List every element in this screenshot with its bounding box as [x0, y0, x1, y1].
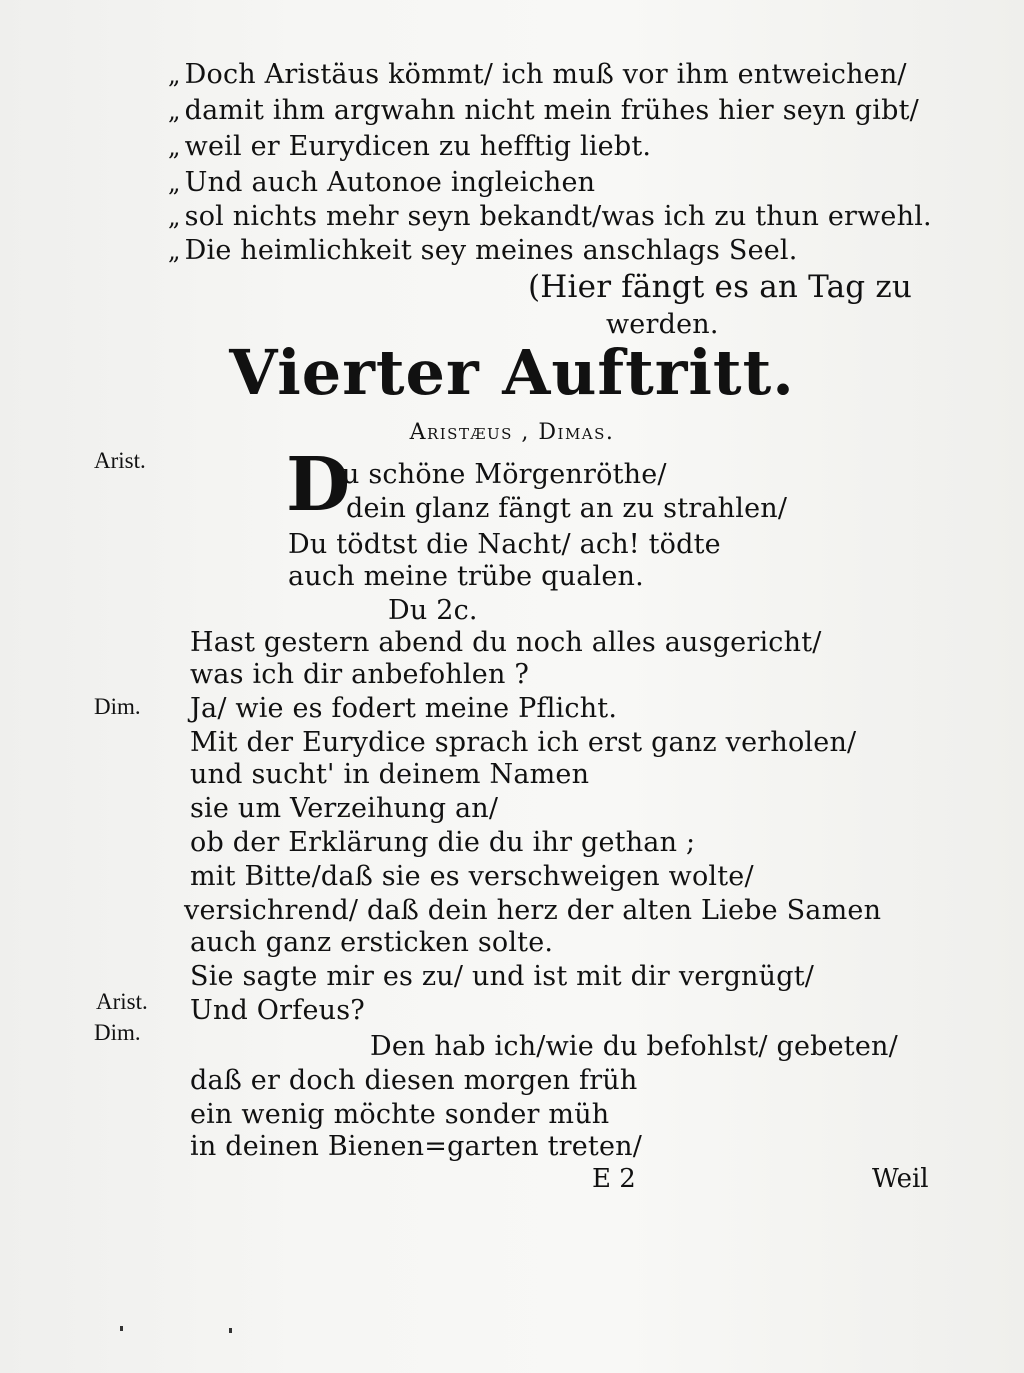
aria-line: Du 2c.: [388, 595, 478, 626]
dialogue-line: in deinen Bienen=garten treten/: [190, 1131, 643, 1162]
signature-mark: E 2: [592, 1164, 636, 1194]
drop-cap: D: [286, 442, 351, 528]
catchword: Weil: [872, 1164, 929, 1194]
speaker-label: Dim.: [94, 694, 141, 719]
speaker-label: Arist.: [96, 989, 148, 1014]
aria-line: u schöne Mörgenröthe/: [342, 459, 667, 490]
dialogue-line: daß er doch diesen morgen früh: [190, 1065, 638, 1096]
dialogue-line: Den hab ich/wie du befohlst/ gebeten/: [370, 1031, 898, 1062]
ink-speck: [120, 1326, 123, 1331]
quoted-line: „ Die heimlichkeit sey meines anschlags Seel.: [168, 235, 798, 266]
dialogue-line: Ja/ wie es fodert meine Pflicht.: [190, 693, 618, 724]
dialogue-line: was ich dir anbefohlen ?: [190, 659, 530, 690]
dialogue-line: versichrend/ daß dein herz der alten Liebe Samen: [184, 895, 882, 926]
dialogue-line: auch ganz ersticken solte.: [190, 927, 554, 958]
scene-heading: Vierter Auftritt.: [229, 336, 795, 409]
quoted-line: „ damit ihm argwahn nicht mein frühes hier seyn gibt/: [168, 95, 919, 126]
stage-direction: (Hier fängt es an Tag zu: [528, 269, 913, 305]
cast-list: Aristæus , Dimas.: [409, 420, 615, 445]
quoted-line: „ sol nichts mehr seyn bekandt/was ich zu thun erwehl.: [168, 201, 932, 232]
dialogue-line: ein wenig möchte sonder müh: [190, 1099, 610, 1130]
quoted-line: „ Und auch Autonoe ingleichen: [168, 167, 596, 198]
dialogue-line: Mit der Eurydice sprach ich erst ganz verholen/: [190, 727, 857, 758]
dialogue-line: und sucht' in deinem Namen: [190, 759, 590, 790]
aria-line: Du tödtst die Nacht/ ach! tödte: [288, 529, 721, 560]
ink-speck: [229, 1328, 232, 1333]
dialogue-line: ob der Erklärung die du ihr gethan ;: [190, 827, 696, 858]
speaker-label: Arist.: [94, 448, 146, 473]
aria-line: dein glanz fängt an zu strahlen/: [346, 493, 788, 524]
dialogue-line: mit Bitte/daß sie es verschweigen wolte/: [190, 861, 754, 892]
quoted-line: „ weil er Eurydicen zu hefftig liebt.: [168, 131, 652, 162]
stage-direction: werden.: [606, 309, 719, 340]
dialogue-line: Und Orfeus?: [190, 995, 365, 1026]
quoted-line: „ Doch Aristäus kömmt/ ich muß vor ihm entweichen/: [168, 59, 907, 90]
dialogue-line: Sie sagte mir es zu/ und ist mit dir vergnügt/: [190, 961, 815, 992]
speaker-label: Dim.: [94, 1020, 141, 1045]
aria-line: auch meine trübe qualen.: [288, 561, 644, 592]
dialogue-line: sie um Verzeihung an/: [190, 793, 499, 824]
dialogue-line: Hast gestern abend du noch alles ausgericht/: [190, 627, 822, 658]
